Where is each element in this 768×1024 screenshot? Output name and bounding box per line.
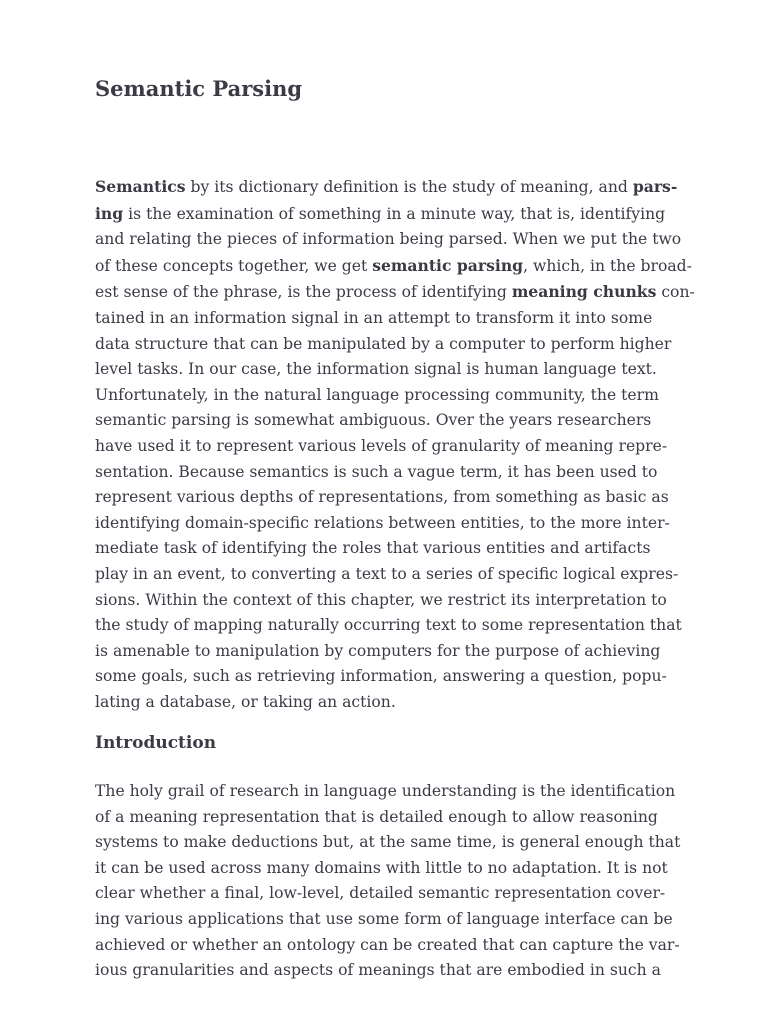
text-run: Unfortunately, in the natural language processing community, the term: [95, 385, 659, 404]
text-line: [95, 958, 661, 984]
text-run: The holy grail of research in language understanding is the identification: [95, 782, 676, 800]
text-run: data structure that can be manipulated by a computer to perform higher: [95, 334, 672, 353]
text-run: achieved or whether an ontology can be created that can capture the var-: [95, 935, 680, 954]
section-heading-introduction: Introduction: [95, 733, 217, 753]
text-line: [95, 588, 667, 614]
text-run: est sense of the phrase, is the process of identifying: [95, 283, 512, 302]
text-line: [95, 690, 645, 716]
text-run: have used it to represent various levels of granularity of meaning repre-: [95, 436, 668, 455]
text-run: identifying domain-specific relations between entities, to the more inter-: [95, 513, 670, 532]
text-run: by its dictionary definition is the study of meaning, and: [185, 178, 633, 196]
introduction-paragraph: [95, 779, 681, 984]
text-line: [95, 639, 661, 665]
text-run: sentation. Because semantics is such a vague term, it has been used to: [95, 462, 658, 481]
text-run: it can be used across many domains with little to no adaptation. It is not: [95, 858, 668, 877]
text-run: semantic parsing is somewhat ambiguous. Over the years researchers: [95, 411, 652, 430]
text-run: is the examination of something in a minute way, that is, identifying: [123, 204, 666, 223]
text-run: play in an event, to converting a text to a series of specific logical expres-: [95, 564, 679, 583]
text-run: of these concepts together, we get: [95, 256, 373, 275]
bold-term: Semantics: [95, 177, 186, 196]
text-run: represent various depths of representations, from something as basic as: [95, 488, 669, 507]
text-run: mediate task of identifying the roles that various entities and artifacts: [95, 539, 651, 558]
text-line: [95, 562, 679, 588]
text-run: lating a database, or taking an action.: [95, 692, 396, 711]
text-line: [95, 779, 676, 805]
text-run: is amenable to manipulation by computers for the purpose of achieving: [95, 641, 661, 660]
text-line: [95, 357, 657, 383]
text-run: the study of mapping naturally occurring text to some representation that: [95, 616, 682, 635]
text-run: of a meaning representation that is detailed enough to allow reasoning: [95, 807, 658, 826]
text-line: [95, 332, 672, 358]
text-line: [95, 830, 681, 856]
text-line: [95, 485, 669, 511]
text-line: [95, 881, 666, 907]
text-line: [95, 279, 695, 306]
text-line: [95, 201, 666, 228]
text-run: , which, in the broad-: [523, 256, 692, 275]
text-run: systems to make deductions but, at the same time, is general enough that: [95, 833, 681, 852]
text-run: and relating the pieces of information being parsed. When we put the two: [95, 230, 682, 249]
bold-term: meaning chunks: [511, 282, 657, 302]
text-run: ing various applications that use some form of language interface can be: [95, 909, 673, 928]
text-run: level tasks. In our case, the information signal is human language text.: [95, 360, 657, 379]
text-line: [95, 306, 653, 332]
text-line: [95, 907, 673, 933]
text-line: [95, 805, 658, 831]
text-run: ious granularities and aspects of meanings that are embodied in such a: [95, 961, 661, 980]
page-title: Semantic Parsing: [95, 76, 303, 101]
text-line: [95, 536, 651, 562]
text-line: [95, 434, 668, 460]
text-run: sions. Within the context of this chapter, we restrict its interpretation to: [95, 590, 667, 609]
text-run: some goals, such as retrieving information, answering a question, popu-: [95, 667, 667, 686]
text-line: [95, 856, 668, 882]
bold-term: ing: [95, 203, 124, 223]
text-line: [95, 511, 670, 537]
text-run: clear whether a final, low-level, detailed semantic representation cover-: [95, 884, 666, 903]
text-line: [95, 253, 692, 280]
text-line: [95, 383, 659, 409]
text-line: [95, 613, 682, 639]
text-line: [95, 933, 680, 959]
text-line: [95, 408, 652, 434]
intro-paragraph: [95, 174, 695, 715]
text-line: [95, 664, 667, 690]
text-run: con-: [656, 283, 695, 302]
text-line: [95, 460, 658, 486]
bold-term: semantic parsing: [372, 255, 524, 275]
text-line: [95, 227, 682, 253]
text-line: [95, 174, 678, 201]
bold-term: pars-: [632, 177, 678, 196]
text-run: tained in an information signal in an attempt to transform it into some: [95, 308, 653, 327]
